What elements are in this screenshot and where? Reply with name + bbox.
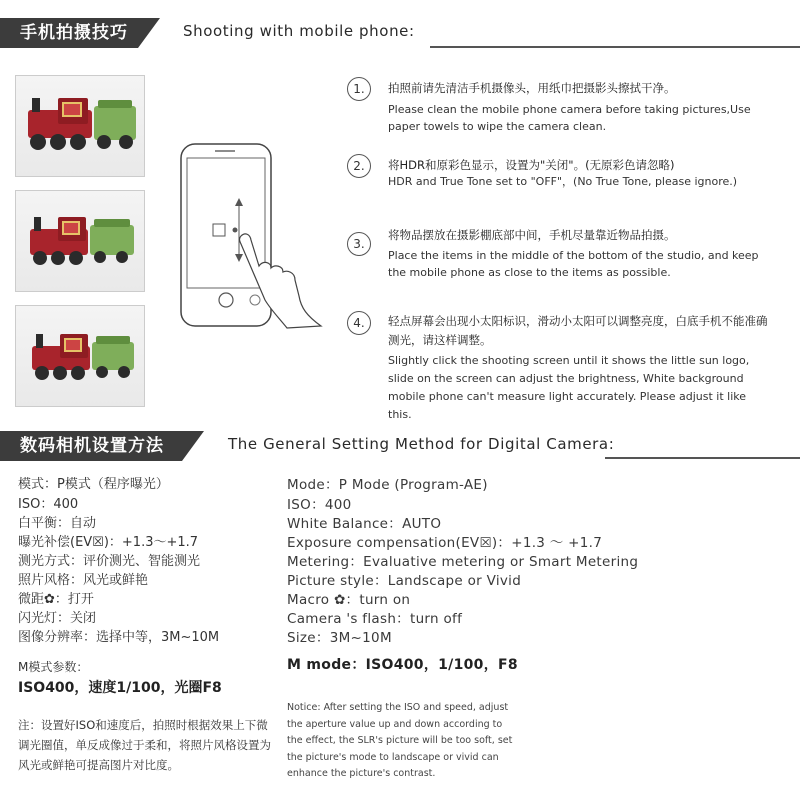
step-number: 1. xyxy=(347,77,371,101)
pointing-hand-icon xyxy=(240,234,322,328)
step-text-cn: 轻点屏幕会出现小太阳标识，滑动小太阳可以调整亮度，白底手机不能准确测光，请这样调整。 xyxy=(388,314,768,347)
step-text-en: Please clean the mobile phone camera before taking pictures,Use paper towels to wipe the camera clean. xyxy=(388,103,751,133)
setting-cn: ISO：400 xyxy=(18,497,79,512)
setting-cn: 白平衡：自动 xyxy=(18,516,97,531)
m-mode-values-en: M mode：ISO400，1/100，F8 xyxy=(287,657,518,673)
step-number: 3. xyxy=(347,232,371,256)
setting-en: ISO：400 xyxy=(287,497,352,513)
note-cn: 注：设置好ISO和速度后，拍照时根据效果上下微调光圈值，单反成像过于柔和，将照片风格设置为风光或鲜艳可提高图片对比度。 xyxy=(18,718,271,772)
step-number: 4. xyxy=(347,311,371,335)
setting-cn: 闪光灯：关闭 xyxy=(18,611,97,626)
setting-en: Exposure compensation(EV☒)：+1.3 ～ +1.7 xyxy=(287,535,603,551)
header-rule xyxy=(605,457,800,459)
train-photo-1 xyxy=(15,75,145,177)
step-text-cn: 将HDR和原彩色显示，设置为"关闭"。(无原彩色请忽略) xyxy=(388,158,675,172)
setting-en: Metering：Evaluative metering or Smart Metering xyxy=(287,554,639,570)
setting-en: Mode：P Mode (Program-AE) xyxy=(287,477,488,493)
setting-en: Size：3M~10M xyxy=(287,630,392,646)
m-mode-label-cn: M模式参数： xyxy=(18,660,89,674)
setting-cn: 曝光补偿(EV☒)：+1.3～+1.7 xyxy=(18,535,199,550)
setting-cn: 模式：P模式（程序曝光） xyxy=(18,477,169,492)
setting-en: Macro ✿：turn on xyxy=(287,592,411,608)
setting-cn: 照片风格：风光或鲜艳 xyxy=(18,573,149,588)
phone-icon xyxy=(175,140,340,335)
section-header-camera xyxy=(0,431,800,461)
setting-en: White Balance：AUTO xyxy=(287,516,442,532)
section-title-cn: 数码相机设置方法 xyxy=(0,431,182,461)
step-text-cn: 将物品摆放在摄影棚底部中间，手机尽量靠近物品拍摄。 xyxy=(388,228,676,242)
step-text-en: Slightly click the shooting screen until it shows the little sun logo, slide on the screen can adjust the brightness, White background mobile phone can't measure light accurately. Please adjust it like this. xyxy=(388,354,750,421)
setting-cn: 微距✿：打开 xyxy=(18,592,94,607)
m-mode-values-cn: ISO400，速度1/100，光圈F8 xyxy=(18,680,222,696)
setting-en: Picture style：Landscape or Vivid xyxy=(287,573,522,589)
header-rule xyxy=(430,46,800,48)
step-text-en: HDR and True Tone set to "OFF"，(No True Tone, please ignore.) xyxy=(388,175,738,188)
setting-cn: 图像分辨率：选择中等，3M~10M xyxy=(18,630,220,645)
section-title-en: Shooting with mobile phone: xyxy=(183,22,415,40)
section-title-en: The General Setting Method for Digital Camera: xyxy=(228,435,615,453)
setting-en: Camera 's flash：turn off xyxy=(287,611,463,627)
step-text-cn: 拍照前请先清洁手机摄像头，用纸巾把摄影头擦拭干净。 xyxy=(388,81,676,95)
section-header-mobile xyxy=(0,18,800,48)
note-en: Notice: After setting the ISO and speed, adjust the aperture value up and down according to the effect, the SLR's picture will be too soft, set the picture's mode to landscape or vivid can enhance the picture's contrast. xyxy=(287,702,513,779)
setting-cn: 测光方式：评价测光、智能测光 xyxy=(18,554,201,569)
train-photo-2 xyxy=(15,190,145,292)
train-photo-3 xyxy=(15,305,145,407)
step-text-en: Place the items in the middle of the bottom of the studio, and keep the mobile phone as close to the items as possible. xyxy=(388,249,759,279)
section-title-cn: 手机拍摄技巧 xyxy=(0,18,138,48)
step-number: 2. xyxy=(347,154,371,178)
